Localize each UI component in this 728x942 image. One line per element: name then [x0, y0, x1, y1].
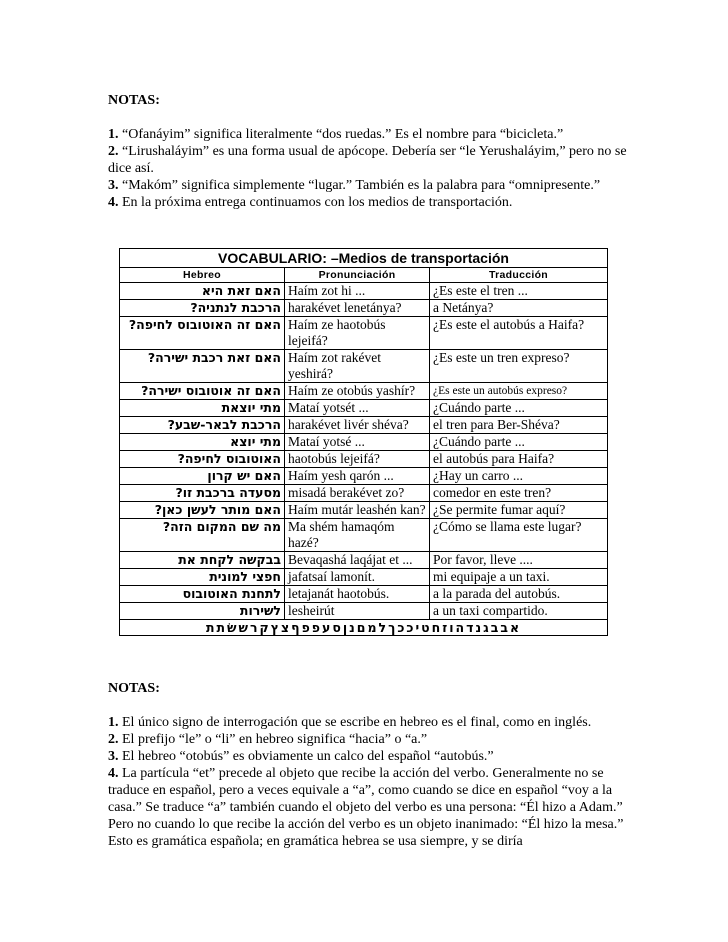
note-number: 1. — [108, 715, 119, 730]
vocab-pronunciation-cell: Haím yesh qarón ... — [285, 468, 430, 485]
vocab-row — [120, 350, 608, 383]
vocab-row — [120, 552, 608, 569]
note-text: “Makóm” significa simplemente “lugar.” También es la palabra para “omnipresente.” — [122, 178, 601, 193]
vocab-translation-cell: ¿Cuándo parte ... — [430, 434, 608, 451]
note-text: “Ofanáyim” significa literalmente “dos ruedas.” Es el nombre para “bicicleta.” — [122, 127, 564, 142]
vocab-translation-cell: ¿Es este un autobús expreso? — [430, 383, 608, 400]
vocab-row — [120, 586, 608, 603]
vocab-pronunciation-cell: Haím mutár leashén kan? — [285, 502, 430, 519]
vocab-pronunciation-cell: lesheirút — [285, 603, 430, 620]
vocab-translation-cell: ¿Cuándo parte ... — [430, 400, 608, 417]
vocab-row — [120, 317, 608, 350]
vocab-pronunciation-cell: Haím zot hi ... — [285, 283, 430, 300]
vocab-hebrew-cell: מתי יוצאת — [120, 400, 285, 417]
note-number: 3. — [108, 749, 119, 764]
vocab-pronunciation-cell: Mataí yotsét ... — [285, 400, 430, 417]
notes-top-list — [108, 126, 628, 211]
vocab-hebrew-cell: בבקשה לקחת את — [120, 552, 285, 569]
vocab-hebrew-cell: האם זאת היא — [120, 283, 285, 300]
vocab-pronunciation-cell: Haím ze otobús yashír? — [285, 383, 430, 400]
column-header-pronunciation: Pronunciación — [285, 268, 430, 283]
vocab-pronunciation-cell: misadá berakévet zo? — [285, 485, 430, 502]
note-number: 4. — [108, 195, 119, 210]
vocab-row — [120, 400, 608, 417]
vocab-translation-cell: a Netánya? — [430, 300, 608, 317]
note-number: 2. — [108, 732, 119, 747]
vocab-hebrew-cell: האם זה האוטובוס לחיפה? — [120, 317, 285, 350]
vocab-row — [120, 519, 608, 552]
note-item — [108, 714, 628, 731]
note-text: El hebreo “otobús” es obviamente un calco del español “autobús.” — [122, 749, 494, 764]
vocab-hebrew-cell: הרכבת לבאר-שבע? — [120, 417, 285, 434]
vocab-row — [120, 417, 608, 434]
notes-top-section — [108, 92, 628, 211]
note-text: El prefijo “le” o “li” en hebreo significa “hacia” o “a.” — [122, 732, 428, 747]
note-item — [108, 143, 628, 177]
vocab-pronunciation-cell: Haím zot rakévet yeshirá? — [285, 350, 430, 383]
vocab-pronunciation-cell: harakévet livér shéva? — [285, 417, 430, 434]
note-text: El único signo de interrogación que se escribe en hebreo es el final, como en inglés. — [122, 715, 592, 730]
note-number: 4. — [108, 766, 119, 781]
vocabulary-table — [119, 248, 608, 636]
vocab-row — [120, 569, 608, 586]
vocab-translation-cell: ¿Es este el autobús a Haifa? — [430, 317, 608, 350]
alefbet-cell: אבבגנדהוזחטיככךלמםנןסעפפףצץקרששׂתת — [120, 620, 608, 636]
note-item — [108, 765, 628, 850]
vocab-pronunciation-cell: jafatsaí lamonít. — [285, 569, 430, 586]
notes-bottom-heading: NOTAS: — [108, 681, 160, 696]
vocab-translation-cell: el tren para Ber-Shéva? — [430, 417, 608, 434]
vocab-pronunciation-cell: Mataí yotsé ... — [285, 434, 430, 451]
vocab-pronunciation-cell: Bevaqashá laqájat et ... — [285, 552, 430, 569]
note-number: 1. — [108, 127, 119, 142]
note-number: 3. — [108, 178, 119, 193]
vocab-pronunciation-cell: harakévet lenetánya? — [285, 300, 430, 317]
vocab-hebrew-cell: האם זה אוטובוס ישירה? — [120, 383, 285, 400]
vocab-translation-cell: ¿Es este un tren expreso? — [430, 350, 608, 383]
notes-bottom-list — [108, 714, 628, 850]
vocab-hebrew-cell: הרכבת לנתניה? — [120, 300, 285, 317]
vocab-row — [120, 383, 608, 400]
notes-top-heading: NOTAS: — [108, 93, 160, 108]
vocab-pronunciation-cell: Ma shém hamaqóm hazé? — [285, 519, 430, 552]
column-header-translation: Traducción — [430, 268, 608, 283]
note-item — [108, 731, 628, 748]
vocab-translation-cell: comedor en este tren? — [430, 485, 608, 502]
vocab-translation-cell: ¿Cómo se llama este lugar? — [430, 519, 608, 552]
vocab-translation-cell: ¿Se permite fumar aquí? — [430, 502, 608, 519]
note-text: La partícula “et” precede al objeto que recibe la acción del verbo. Generalmente no se traduce en español, pero a veces equivale a “a”, como cuando se dice en español “voy a la casa.” Se traduce “a” también cuando el objeto del verbo es una persona: “Él hizo a Adam.” Pero no cuando lo que recibe la acción del verbo es un objeto inanimado: “Él hizo la mesa.” Esto es gramática española; en gramática hebrea se usa siempre, y se diría — [108, 766, 624, 849]
note-item — [108, 748, 628, 765]
note-item — [108, 194, 628, 211]
vocab-hebrew-cell: לשירות — [120, 603, 285, 620]
vocab-translation-cell: mi equipaje a un taxi. — [430, 569, 608, 586]
vocab-row — [120, 283, 608, 300]
vocab-hebrew-cell: חפצי למונית — [120, 569, 285, 586]
vocab-translation-cell: ¿Hay un carro ... — [430, 468, 608, 485]
vocab-row — [120, 603, 608, 620]
vocab-row — [120, 434, 608, 451]
vocab-hebrew-cell: מסעדה ברכבת זו? — [120, 485, 285, 502]
vocab-hebrew-cell: מה שם המקום הזה? — [120, 519, 285, 552]
vocab-translation-cell: el autobús para Haifa? — [430, 451, 608, 468]
alefbet-row — [120, 620, 608, 636]
column-header-hebrew: Hebreo — [120, 268, 285, 283]
note-item — [108, 126, 628, 143]
vocab-row — [120, 451, 608, 468]
vocab-hebrew-cell: האוטובוס לחיפה? — [120, 451, 285, 468]
vocab-translation-cell: a la parada del autobús. — [430, 586, 608, 603]
vocab-translation-cell: ¿Es este el tren ... — [430, 283, 608, 300]
vocab-hebrew-cell: לתחנת האוטובוס — [120, 586, 285, 603]
vocab-pronunciation-cell: letajanát haotobús. — [285, 586, 430, 603]
vocab-row — [120, 485, 608, 502]
vocab-hebrew-cell: האם זאת רכבת ישירה? — [120, 350, 285, 383]
vocab-row — [120, 502, 608, 519]
vocab-hebrew-cell: האם מותר לעשן כאן? — [120, 502, 285, 519]
note-item — [108, 177, 628, 194]
note-number: 2. — [108, 144, 119, 159]
vocab-hebrew-cell: מתי יוצא — [120, 434, 285, 451]
vocab-translation-cell: a un taxi compartido. — [430, 603, 608, 620]
vocab-translation-cell: Por favor, lleve .... — [430, 552, 608, 569]
vocab-pronunciation-cell: Haím ze haotobús lejeifá? — [285, 317, 430, 350]
vocabulary-body — [120, 283, 608, 636]
vocab-hebrew-cell: האם יש קרון — [120, 468, 285, 485]
note-text: En la próxima entrega continuamos con los medios de transportación. — [122, 195, 513, 210]
vocab-row — [120, 468, 608, 485]
vocab-row — [120, 300, 608, 317]
vocabulary-title: VOCABULARIO: –Medios de transportación — [120, 249, 608, 268]
vocab-pronunciation-cell: haotobús lejeifá? — [285, 451, 430, 468]
note-text: “Lirushaláyim” es una forma usual de apócope. Debería ser “le Yerushaláyim,” pero no se dice así. — [108, 144, 627, 176]
notes-bottom-section — [108, 680, 628, 850]
